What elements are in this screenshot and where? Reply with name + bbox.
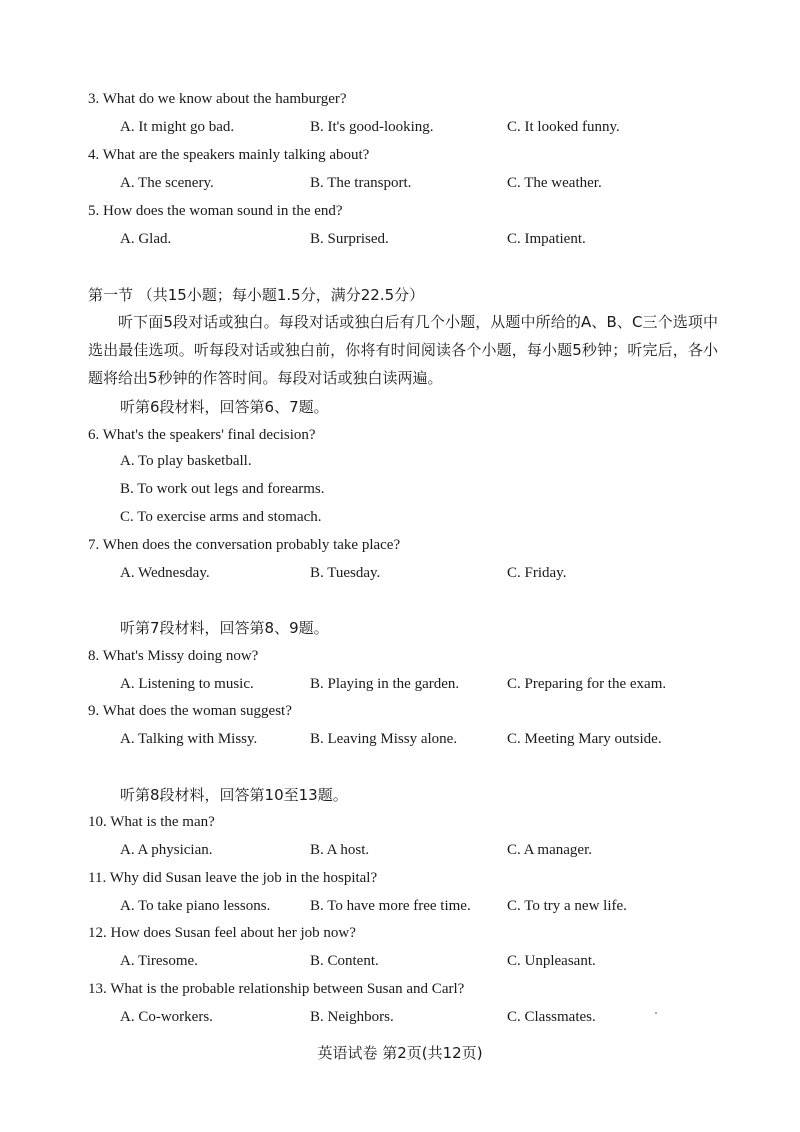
option-c[interactable]: C. Classmates. — [507, 1009, 596, 1025]
option-b[interactable]: B. To work out legs and forearms. — [120, 481, 325, 497]
question-12 — [88, 924, 356, 942]
section-title: 第一节 （共15小题；每小题1.5分，满分22.5分） — [88, 286, 425, 304]
question-number: 6. — [88, 427, 100, 443]
option-a[interactable]: A. To take piano lessons. — [120, 898, 271, 914]
question-number: 10. — [88, 814, 107, 830]
option-a[interactable]: A. Glad. — [120, 231, 172, 247]
option-c[interactable]: C. It looked funny. — [507, 119, 620, 135]
option-a[interactable]: A. The scenery. — [120, 175, 214, 191]
option-b[interactable]: B. Leaving Missy alone. — [310, 731, 458, 747]
question-text: How does Susan feel about her job now? — [110, 925, 356, 941]
question-5 — [88, 202, 343, 220]
option-b[interactable]: B. The transport. — [310, 175, 412, 191]
option-c[interactable]: C. To exercise arms and stomach. — [120, 509, 322, 525]
question-text: What's the speakers' final decision? — [102, 427, 316, 443]
option-c[interactable]: C. The weather. — [507, 175, 602, 191]
option-a[interactable]: A. To play basketball. — [120, 453, 252, 469]
question-text: What is the probable relationship between Susan and Carl? — [110, 981, 465, 997]
option-c[interactable]: C. Meeting Mary outside. — [507, 731, 662, 747]
question-text: When does the conversation probably take place? — [102, 537, 401, 553]
option-a[interactable]: A. A physician. — [120, 842, 213, 858]
option-b[interactable]: B. To have more free time. — [310, 898, 471, 914]
question-7 — [88, 536, 400, 554]
question-text: What are the speakers mainly talking about? — [102, 147, 370, 163]
question-3 — [88, 90, 347, 108]
question-number: 7. — [88, 537, 100, 553]
question-number: 11. — [88, 870, 107, 886]
option-c[interactable]: C. Preparing for the exam. — [507, 676, 667, 692]
option-c[interactable]: C. To try a new life. — [507, 898, 627, 914]
question-number: 13. — [88, 981, 107, 997]
question-text: What do we know about the hamburger? — [102, 91, 347, 107]
question-text: What's Missy doing now? — [102, 648, 259, 664]
scan-speck — [655, 1012, 657, 1014]
question-11 — [88, 869, 377, 887]
material-6-header: 听第6段材料，回答第6、7题。 — [120, 398, 329, 416]
question-13 — [88, 980, 464, 998]
option-b[interactable]: B. Playing in the garden. — [310, 676, 460, 692]
question-text: Why did Susan leave the job in the hospital? — [109, 870, 378, 886]
option-b[interactable]: B. It's good-looking. — [310, 119, 434, 135]
question-text: How does the woman sound in the end? — [103, 203, 343, 219]
option-c[interactable]: C. Friday. — [507, 565, 567, 581]
question-10 — [88, 813, 215, 831]
option-c[interactable]: C. Unpleasant. — [507, 953, 596, 969]
question-text: What does the woman suggest? — [102, 703, 292, 719]
option-b[interactable]: B. Neighbors. — [310, 1009, 394, 1025]
material-7-header: 听第7段材料，回答第8、9题。 — [120, 619, 329, 637]
question-9 — [88, 702, 292, 720]
option-b[interactable]: B. A host. — [310, 842, 370, 858]
question-number: 5. — [88, 203, 100, 219]
question-number: 4. — [88, 147, 100, 163]
option-b[interactable]: B. Tuesday. — [310, 565, 381, 581]
question-number: 3. — [88, 91, 100, 107]
question-text: What is the man? — [110, 814, 215, 830]
option-c[interactable]: C. Impatient. — [507, 231, 586, 247]
option-b[interactable]: B. Content. — [310, 953, 379, 969]
option-b[interactable]: B. Surprised. — [310, 231, 389, 247]
question-number: 9. — [88, 703, 100, 719]
option-a[interactable]: A. Listening to music. — [120, 676, 254, 692]
option-a[interactable]: A. Talking with Missy. — [120, 731, 258, 747]
option-a[interactable]: A. Wednesday. — [120, 565, 210, 581]
option-a[interactable]: A. It might go bad. — [120, 119, 235, 135]
page-footer: 英语试卷 第2页(共12页) — [317, 1044, 483, 1062]
question-number: 12. — [88, 925, 107, 941]
option-a[interactable]: A. Tiresome. — [120, 953, 198, 969]
question-8 — [88, 647, 258, 665]
option-c[interactable]: C. A manager. — [507, 842, 592, 858]
question-4 — [88, 146, 369, 164]
section-instructions: 听下面5段对话或独白。每段对话或独白后有几个小题，从题中所给的A、B、C三个选项中选出最佳选项。听每段对话或独白前，你将有时间阅读各个小题，每小题5秒钟；听完后，各小题将给出5秒钟的作答时间。每段对话或独白读两遍。 — [88, 313, 718, 387]
material-8-header: 听第8段材料，回答第10至13题。 — [120, 786, 348, 804]
option-a[interactable]: A. Co-workers. — [120, 1009, 213, 1025]
question-number: 8. — [88, 648, 100, 664]
question-6 — [88, 426, 316, 444]
